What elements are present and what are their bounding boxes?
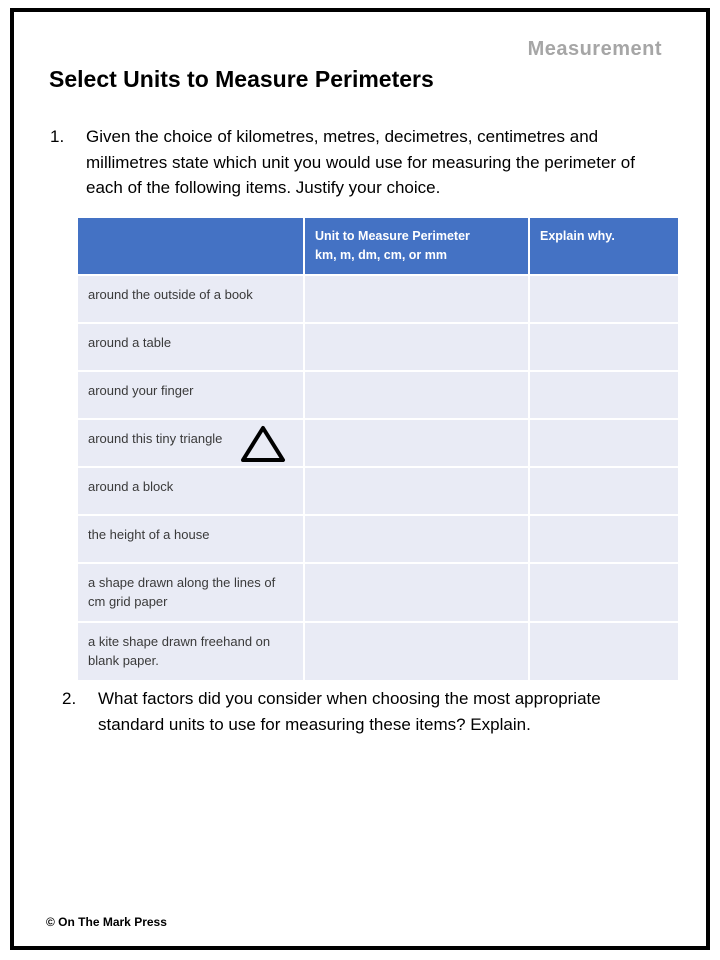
table-header-row bbox=[78, 218, 678, 274]
header-item-column bbox=[78, 218, 305, 274]
table-row bbox=[78, 274, 678, 322]
explain-answer-cell bbox=[530, 322, 678, 370]
item-label-cell: around a table bbox=[78, 322, 305, 370]
table-row bbox=[78, 322, 678, 370]
unit-answer-cell bbox=[305, 322, 530, 370]
table-row bbox=[78, 514, 678, 562]
item-label-cell: around a block bbox=[78, 466, 305, 514]
explain-answer-cell bbox=[530, 418, 678, 466]
item-label-cell: around the outside of a book bbox=[78, 274, 305, 322]
table-row bbox=[78, 466, 678, 514]
unit-answer-cell bbox=[305, 514, 530, 562]
unit-answer-cell bbox=[305, 621, 530, 680]
page-category-label: Measurement bbox=[527, 38, 662, 60]
unit-answer-cell bbox=[305, 274, 530, 322]
item-label-text: around this tiny triangle bbox=[88, 430, 223, 446]
item-label-cell bbox=[78, 418, 305, 466]
unit-answer-cell bbox=[305, 418, 530, 466]
table-row bbox=[78, 418, 678, 466]
explain-answer-cell bbox=[530, 562, 678, 621]
copyright-footer: © On The Mark Press bbox=[46, 915, 167, 929]
page-title: Select Units to Measure Perimeters bbox=[49, 66, 434, 92]
item-label-cell: the height of a house bbox=[78, 514, 305, 562]
item-label-cell: a shape drawn along the lines of cm grid paper bbox=[78, 562, 305, 621]
table-row bbox=[78, 621, 678, 680]
header-unit-line1: Unit to Measure Perimeter bbox=[315, 229, 470, 243]
perimeter-units-table bbox=[78, 218, 678, 680]
explain-answer-cell bbox=[530, 274, 678, 322]
unit-answer-cell bbox=[305, 466, 530, 514]
question-1-number: 1. bbox=[50, 127, 65, 146]
table-row bbox=[78, 562, 678, 621]
header-unit-line2: km, m, dm, cm, or mm bbox=[315, 248, 447, 263]
explain-answer-cell bbox=[530, 370, 678, 418]
item-label-cell: around your finger bbox=[78, 370, 305, 418]
question-1 bbox=[50, 124, 665, 201]
question-1-text: Given the choice of kilometres, metres, decimetres, centimetres and millimetres state which unit you would use for measuring the perimeter of each of the following items. Justify your choice. bbox=[86, 127, 635, 197]
question-2-text: What factors did you consider when choosing the most appropriate standard units to use for measuring these items? Explain. bbox=[98, 689, 601, 734]
item-label-cell: a kite shape drawn freehand on blank paper. bbox=[78, 621, 305, 680]
table-row bbox=[78, 370, 678, 418]
triangle-icon bbox=[240, 423, 286, 471]
unit-answer-cell bbox=[305, 562, 530, 621]
unit-answer-cell bbox=[305, 370, 530, 418]
header-unit-column bbox=[305, 218, 530, 274]
explain-answer-cell bbox=[530, 514, 678, 562]
header-explain-column: Explain why. bbox=[530, 218, 678, 274]
explain-answer-cell bbox=[530, 621, 678, 680]
question-2-number: 2. bbox=[62, 689, 77, 708]
explain-answer-cell bbox=[530, 466, 678, 514]
question-2 bbox=[62, 686, 642, 737]
